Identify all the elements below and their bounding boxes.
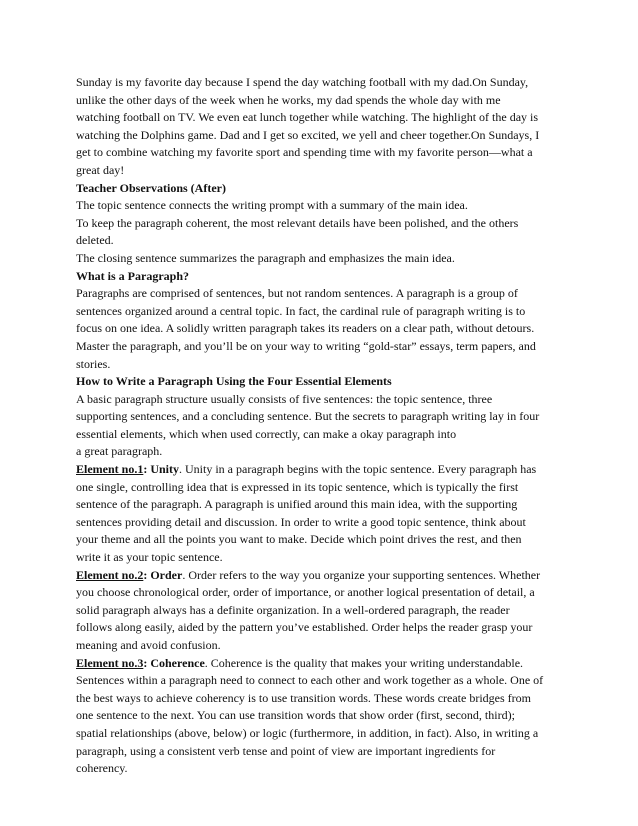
element-3-first-line (76, 655, 566, 673)
text-line: A basic paragraph structure usually consists of five sentences: the topic sentence, three (76, 391, 493, 406)
text-line: watching the Dolphins game. Dad and I get so excited, we yell and cheer together.On Sundays, I (76, 127, 540, 142)
element-colon: : (143, 462, 148, 477)
document-body (76, 74, 566, 778)
element-3-section (76, 655, 566, 778)
element-label: Element no.1 (76, 462, 144, 477)
text-line: the best ways to achieve coherency is to use transition words. These words create bridges from (76, 690, 531, 705)
element-1-first-line (76, 461, 566, 479)
text-line: The closing sentence summarizes the paragraph and emphasizes the main idea. (76, 250, 455, 265)
text-line: a great paragraph. (76, 444, 163, 459)
element-intro-text: . Order refers to the way you organize your supporting sentences. Whether (182, 567, 541, 582)
section-heading: What is a Paragraph? (76, 268, 190, 283)
element-name: Unity (150, 462, 180, 477)
text-line: supporting sentences, and a concluding sentence. But the secrets to paragraph writing lay in four (76, 409, 540, 424)
section-heading: Teacher Observations (After) (76, 180, 226, 195)
intro-paragraph (76, 74, 566, 180)
element-2-first-line (76, 567, 566, 585)
element-colon: : (143, 567, 148, 582)
text-line: To keep the paragraph coherent, the most relevant details have been polished, and the others (76, 215, 519, 230)
text-line: great day! (76, 162, 125, 177)
teacher-observations-section (76, 180, 566, 268)
text-line: focus on one idea. A solidly written paragraph takes its readers on a clear path, without detours. (76, 321, 535, 336)
text-line: sentence of the paragraph. A paragraph is unified around this main idea, with the supporting (76, 497, 518, 512)
text-line: one single, controlling idea that is expressed in its topic sentence, which is typically the first (76, 479, 519, 494)
element-intro-text: . Coherence is the quality that makes your writing understandable. (204, 655, 524, 670)
what-is-paragraph-section (76, 268, 566, 374)
text-line: one sentence to the next. You can use transition words that show order (first, second, third); (76, 708, 515, 723)
text-line: unlike the other days of the week when he works, my dad spends the whole day with me (76, 92, 501, 107)
text-line: you choose chronological order, order of importance, or another logical presentation of detail, a (76, 585, 535, 600)
element-2-section (76, 567, 566, 655)
element-label: Element no.2 (76, 567, 144, 582)
element-name: Order (150, 567, 183, 582)
element-name: Coherence (150, 655, 205, 670)
text-line: Paragraphs are comprised of sentences, but not random sentences. A paragraph is a group of (76, 286, 518, 301)
text-line: solid paragraph always has a definite organization. In a well-ordered paragraph, the reader (76, 602, 510, 617)
element-label: Element no.3 (76, 655, 144, 670)
text-line: Master the paragraph, and you’ll be on your way to writing “gold-star” essays, term papers, and (76, 338, 536, 353)
text-line: The topic sentence connects the writing prompt with a summary of the main idea. (76, 198, 468, 213)
element-intro-text: . Unity in a paragraph begins with the topic sentence. Every paragraph has (179, 462, 537, 477)
section-heading: How to Write a Paragraph Using the Four Essential Elements (76, 374, 392, 389)
text-line: sentences organized around a central topic. In fact, the cardinal rule of paragraph writing is to (76, 303, 526, 318)
element-colon: : (143, 655, 148, 670)
how-to-write-section (76, 373, 566, 461)
text-line: essential elements, which when used correctly, can make a okay paragraph into (76, 426, 457, 441)
text-line: sentences providing detail and discussion. In order to write a good topic sentence, think about (76, 514, 526, 529)
text-line: write it as your topic sentence. (76, 550, 223, 565)
text-line: stories. (76, 356, 111, 371)
text-line: coherency. (76, 761, 128, 776)
text-line: meaning and avoid confusion. (76, 638, 221, 652)
element-1-section (76, 461, 566, 567)
text-line: spatial relationships (above, below) or logic (furthermore, in addition, in fact). Also, in writing a (76, 725, 539, 740)
text-line: Sentences within a paragraph need to connect to each other and work together as a whole. One of (76, 673, 544, 688)
text-line: get to combine watching my favorite sport and spending time with my favorite person—what a (76, 145, 533, 160)
text-line: watching football on TV. We even eat lunch together while watching. The highlight of the day is (76, 110, 539, 125)
text-line: Sunday is my favorite day because I spend the day watching football with my dad.On Sunday, (76, 75, 529, 89)
text-line: deleted. (76, 233, 114, 248)
text-line: follows along easily, aided by the pattern you’ve established. Order helps the reader grasp your (76, 620, 533, 635)
text-line: your theme and all the points you want to make. Decide which point drives the rest, and then (76, 532, 522, 547)
text-line: paragraph, using a consistent verb tense and point of view are important ingredients for (76, 743, 496, 758)
